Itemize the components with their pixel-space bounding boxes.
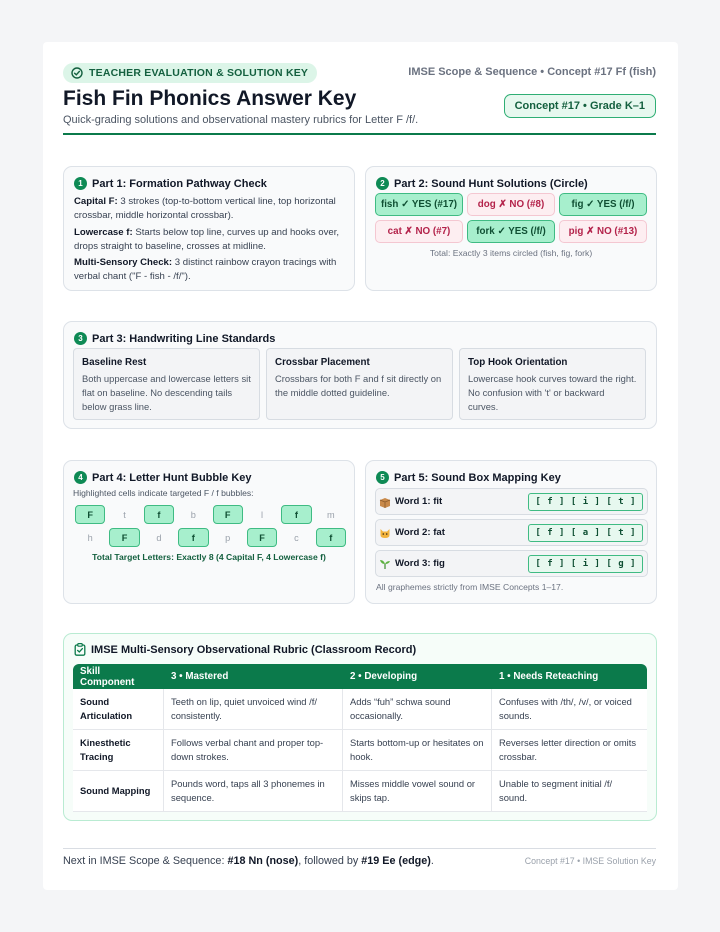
letter-bubble: t: [123, 509, 126, 520]
part5-title-text: Part 5: Sound Box Mapping Key: [394, 471, 561, 484]
letter-bubble: c: [294, 532, 299, 543]
page-title: Fish Fin Phonics Answer Key: [63, 87, 357, 110]
rubric-cell: Confuses with /th/, /v/, or voiced sounds.: [492, 689, 647, 730]
standard-heading: Crossbar Placement: [275, 357, 370, 368]
letter-bubble: p: [225, 532, 231, 543]
sound-box-word: [379, 496, 442, 508]
standard-text: Crossbars for both F and f sit directly on the middle dotted guideline.: [275, 373, 442, 398]
formation-item: [74, 256, 346, 285]
part3-title-text: Part 3: Handwriting Line Standards: [92, 332, 276, 345]
part1-title: [74, 177, 267, 190]
footer-tag: Concept #17 • IMSE Solution Key: [524, 856, 656, 866]
skill-cell: Kinesthetic Tracing: [73, 730, 164, 771]
chip-fig: fig ✓ YES (/f/): [559, 193, 647, 216]
teacher-key-badge: [63, 63, 317, 83]
chip-dog: dog ✗ NO (#8): [467, 193, 555, 216]
letter-bubble: h: [87, 532, 93, 543]
grapheme-note: All graphemes strictly from IMSE Concepts 1–17.: [376, 582, 564, 592]
formation-item: [74, 195, 346, 224]
part4-title: [74, 471, 252, 484]
word-label: Word 1: fit: [395, 496, 443, 507]
part4-card: [63, 460, 355, 604]
check-circle-icon: [71, 67, 83, 79]
part2-title-text: Part 2: Sound Hunt Solutions (Circle): [394, 177, 588, 190]
word-label: Word 2: fat: [395, 527, 445, 538]
part-number-badge: 1: [74, 177, 87, 190]
rubric-cell: Follows verbal chant and proper top-down strokes.: [164, 730, 343, 771]
letter-bubble: d: [156, 532, 162, 543]
letter-bubble: l: [261, 509, 264, 520]
sound-box-row: [375, 519, 648, 546]
part2-title: [376, 177, 588, 190]
header-divider: [63, 133, 656, 135]
rubric-title: [74, 643, 416, 656]
rubric-cell: Misses middle vowel sound or skips tap.: [343, 771, 492, 812]
formation-text: 3 strokes (top-to-bottom vertical line, top horizontal crossbar, middle horizontal crossbar).: [74, 196, 336, 222]
part-number-badge: 2: [376, 177, 389, 190]
standard-box: [459, 348, 646, 420]
rubric-cell: Teeth on lip, quiet unvoiced wind /f/ consistently.: [164, 689, 343, 730]
letter-bubble: m: [326, 509, 335, 520]
part4-title-text: Part 4: Letter Hunt Bubble Key: [92, 471, 252, 484]
rubric-header-row: [73, 664, 647, 689]
formation-text: 3 distinct rainbow crayon tracings with verbal chant ("F - fish - /f/").: [74, 257, 337, 283]
seedling-icon: [379, 558, 391, 570]
skill-cell: Sound Articulation: [73, 689, 164, 730]
formation-label: Capital F:: [74, 196, 118, 207]
skill-cell: Sound Mapping: [73, 771, 164, 812]
target-letter-bubble: f: [178, 528, 208, 547]
chip-cat: cat ✗ NO (#7): [375, 220, 463, 243]
part5-title: [376, 471, 561, 484]
column-header: 1 • Needs Reteaching: [492, 664, 647, 689]
standard-heading: Top Hook Orientation: [468, 357, 568, 368]
rubric-cell: Unable to segment initial /f/ sound.: [492, 771, 647, 812]
table-row: [73, 771, 647, 812]
bubble-note: Highlighted cells indicate targeted F / f bubbles:: [73, 488, 254, 498]
bubble-total: Total Target Letters: Exactly 8 (4 Capital F, 4 Lowercase f): [92, 552, 326, 562]
target-letter-bubble: F: [109, 528, 139, 547]
rubric-title-text: IMSE Multi-Sensory Observational Rubric (Classroom Record): [91, 643, 417, 656]
part5-card: [365, 460, 657, 604]
box-icon: [379, 496, 391, 508]
standards-row: [73, 348, 646, 420]
sound-box-word: [379, 558, 445, 570]
part-number-badge: 3: [74, 332, 87, 345]
part1-card: [63, 166, 355, 291]
sound-box-row: [375, 488, 648, 515]
formation-label: Multi-Sensory Check:: [74, 257, 173, 269]
rubric-card: [63, 633, 657, 821]
footer-mid: , followed by: [298, 855, 362, 867]
cat-face-icon: [379, 527, 391, 539]
rubric-cell: Reverses letter direction or omits crossbar.: [492, 730, 647, 771]
part-number-badge: 4: [74, 471, 87, 484]
column-header: Skill Component: [73, 664, 164, 689]
formation-label: Lowercase f:: [74, 226, 133, 238]
page-subtitle: Quick-grading solutions and observational mastery rubrics for Letter F /f/.: [63, 114, 419, 126]
part3-card: [63, 321, 657, 429]
scope-sequence-meta: IMSE Scope & Sequence • Concept #17 Ff (fish): [408, 66, 656, 78]
part3-title: [74, 332, 275, 345]
rubric-table: [73, 664, 647, 812]
badge-label: TEACHER EVALUATION & SOLUTION KEY: [89, 67, 309, 79]
next-concepts-footer: [63, 855, 434, 867]
footer-prefix: Next in IMSE Scope & Sequence:: [63, 855, 228, 867]
target-letter-bubble: f: [316, 528, 346, 547]
table-row: [73, 689, 647, 730]
letter-bubble: b: [190, 509, 196, 520]
standard-box: [73, 348, 260, 420]
next-concept-1: #18 Nn (nose): [227, 855, 299, 867]
formation-item: [74, 226, 346, 255]
table-row: [73, 730, 647, 771]
chip-fish: fish ✓ YES (#17): [375, 193, 463, 216]
concept-grade-pill: Concept #17 • Grade K–1: [504, 94, 656, 118]
standard-box: [266, 348, 453, 420]
part1-title-text: Part 1: Formation Pathway Check: [92, 177, 267, 190]
phoneme-map: [ f ] [ i ] [ g ]: [528, 555, 643, 573]
target-letter-bubble: f: [281, 505, 311, 524]
part1-body: [74, 195, 346, 287]
sound-hunt-total: Total: Exactly 3 items circled (fish, fig, fork): [429, 248, 593, 258]
letter-bubble-grid: [73, 505, 348, 547]
answer-key-page: [43, 42, 678, 890]
part2-card: [365, 166, 657, 291]
formation-text: Starts below top line, curves up and hooks over, drops straight to baseline, crosses at midline.: [74, 226, 340, 252]
standard-text: Lowercase hook curves toward the right. No confusion with 't' or backward curves.: [468, 373, 637, 412]
part-number-badge: 5: [376, 471, 389, 484]
clipboard-check-icon: [74, 643, 86, 656]
chip-pig: pig ✗ NO (#13): [559, 220, 647, 243]
sound-box-row: [375, 550, 648, 577]
column-header: 3 • Mastered: [164, 664, 343, 689]
standard-heading: Baseline Rest: [82, 357, 147, 368]
footer-suffix: .: [430, 855, 434, 867]
sound-box-word: [379, 527, 445, 539]
rubric-cell: Starts bottom-up or hesitates on hook.: [343, 730, 492, 771]
column-header: 2 • Developing: [343, 664, 492, 689]
target-letter-bubble: f: [144, 505, 174, 524]
target-letter-bubble: F: [247, 528, 277, 547]
next-concept-2: #19 Ee (edge): [361, 855, 431, 867]
footer-divider: [63, 848, 656, 849]
target-letter-bubble: F: [75, 505, 105, 524]
phoneme-map: [ f ] [ a ] [ t ]: [528, 524, 643, 542]
chip-fork: fork ✓ YES (/f/): [467, 220, 555, 243]
rubric-cell: Adds “fuh” schwa sound occasionally.: [343, 689, 492, 730]
target-letter-bubble: F: [213, 505, 243, 524]
phoneme-map: [ f ] [ i ] [ t ]: [528, 493, 643, 511]
sound-hunt-chips: [375, 193, 647, 243]
word-label: Word 3: fig: [395, 558, 445, 569]
standard-text: Both uppercase and lowercase letters sit flat on baseline. No descending tails below grass line.: [82, 373, 251, 412]
rubric-cell: Pounds word, taps all 3 phonemes in sequence.: [164, 771, 343, 812]
